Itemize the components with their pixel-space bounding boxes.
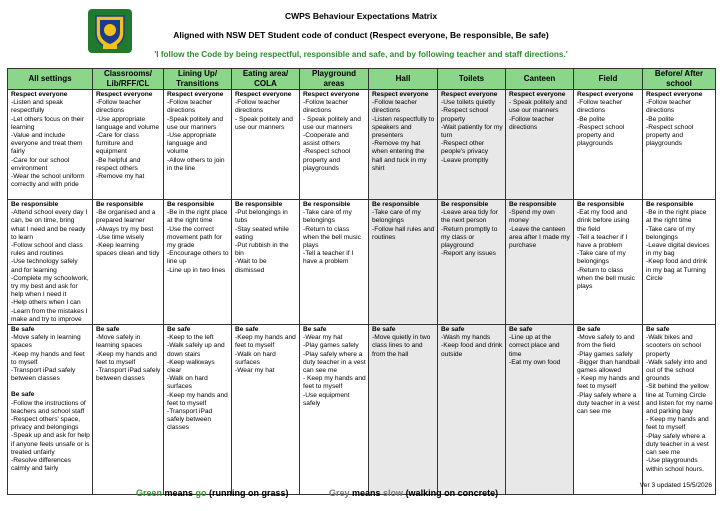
cell-line: -Put rubbish in the bin (235, 242, 289, 258)
cell-line: -Encourage others to line up (167, 250, 229, 266)
cell-line: -Respect school property and playgrounds (646, 123, 694, 148)
cell-heading: Respect everyone (577, 91, 634, 98)
cell-line: -Move safely in learning spaces (11, 334, 81, 350)
column-header: Field (574, 69, 643, 90)
cell-heading: Respect everyone (96, 91, 153, 98)
matrix-cell (506, 90, 574, 200)
matrix-cell (643, 90, 716, 200)
column-header: Hall (369, 69, 438, 90)
cell-line: -Keep food and drink outside (441, 342, 503, 358)
column-header: Toilets (438, 69, 506, 90)
cell-heading: Respect everyone (167, 91, 224, 98)
cell-line: -Remove my hat (96, 173, 145, 181)
cell-line: -Follow hall rules and routines (372, 225, 435, 241)
column-header: Before/ After school (643, 69, 716, 90)
cell-line: -Be polite (577, 115, 605, 123)
cell-line: - Speak politely and use our manners (509, 99, 567, 115)
cell-line: -Use appropriate language and volume (96, 115, 160, 131)
cell-line: -Follow teacher directions (235, 99, 281, 115)
cell-line: -Follow teacher directions (303, 99, 349, 115)
cell-line: -Help others when I can (11, 299, 81, 307)
cell-line: -Speak politely and use our manners (167, 115, 224, 131)
cell-line: -Follow teacher directions (96, 99, 142, 115)
cell-line: -Transport iPad safely between classes (96, 367, 161, 383)
cell-line: -Tell a teacher if I have a problem (577, 233, 628, 250)
matrix-cell (438, 90, 506, 200)
cell-line: - Keep my hands and feet to myself (303, 375, 366, 391)
cell-line: -Keep walkways clear (167, 358, 215, 375)
cell-line: -Line up at the correct place and time (509, 334, 560, 358)
cell-line: -Allow others to join in the line (167, 156, 225, 172)
cell-heading: Be safe (303, 326, 327, 334)
cell-line: -Speak up and ask for help if anyone feels unsafe or is treated unfairly (11, 432, 90, 456)
cell-line: -Value and include everyone and treat them fairly (11, 132, 83, 156)
cell-line: -Follow teacher directions (372, 99, 418, 115)
matrix-cell (574, 200, 643, 325)
matrix-cell (232, 200, 300, 325)
cell-line: -Play safely where a duty teacher in a vest can see me (577, 391, 640, 416)
cell-line: -Spend my own money (509, 209, 555, 225)
legend-green-means: means (162, 488, 196, 498)
cell-line: -Leave area tidy for the next person (441, 209, 498, 225)
cell-line: -Wait patiently for my turn (441, 123, 503, 140)
legend-grey-word: Grey (329, 488, 350, 498)
cell-line: -Play safely where a duty teacher in a vest can see me (303, 350, 366, 375)
cell-heading: Be responsible (577, 201, 625, 208)
legend-grey (329, 488, 498, 498)
legend-green-go: go (195, 488, 207, 498)
matrix-cell (232, 90, 300, 200)
cell-line: -Learn from the mistakes I make and try to improve (11, 307, 88, 323)
cell-line: -Stay seated while eating (235, 225, 289, 241)
cell-line: -Respect school property and playgrounds (303, 148, 351, 172)
cell-line: - Keep my hands and feet to myself (646, 416, 709, 432)
cell-line: -Use equipment safely (303, 391, 350, 407)
cell-line: -Follow school and class rules and routines (11, 242, 83, 258)
cell-line: -Use time wisely (96, 233, 144, 241)
cell-line: -Play safely where a duty teacher in a vest can see me (646, 432, 709, 457)
cell-line: -Let others focus on their learning (11, 115, 84, 131)
cell-line: -Listen respectfully to speakers and presenters (372, 115, 435, 140)
cell-line: -Take care of my belongings (577, 250, 626, 266)
cell-line: -Wash my hands (441, 334, 491, 342)
matrix-cell (369, 90, 438, 200)
matrix-cell (8, 200, 93, 325)
cell-heading: Respect everyone (235, 91, 292, 98)
cell-line: -Wear my hat (303, 334, 343, 342)
cell-heading: Be responsible (96, 201, 144, 208)
cell-heading: Be safe (96, 326, 120, 334)
cell-line: -Be helpful and respect others (96, 156, 141, 172)
matrix-cell (643, 325, 716, 495)
cell-heading: Be safe (167, 326, 191, 334)
cell-line: -Transport iPad safely between classes (167, 408, 213, 432)
cell-line: -Respect other people's privacy (441, 140, 489, 156)
column-header: Eating area/ COLA (232, 69, 300, 90)
cell-line: -Respect school property (441, 107, 489, 123)
matrix-cell (369, 325, 438, 495)
behaviour-matrix-table (7, 68, 716, 495)
cell-line: -Take care of my belongings (646, 225, 695, 241)
cell-line: -Keep food and drink in my bag at Turning Circle (646, 258, 708, 282)
cell-line: -Keep my hands and feet to myself (167, 391, 228, 407)
cell-heading: Respect everyone (372, 91, 429, 98)
cell-line: - Speak politely and use our manners (303, 115, 361, 131)
matrix-cell (643, 200, 716, 325)
cell-line: -Be polite (646, 115, 674, 123)
cell-line: -Be in the right place at the right time (167, 209, 228, 225)
cell-heading: Be safe (509, 326, 533, 334)
cell-heading: Be safe (11, 391, 35, 399)
cell-heading: Be responsible (509, 201, 557, 208)
cell-line: -Put belongings in tubs (235, 209, 288, 225)
cell-heading: Be responsible (372, 201, 420, 208)
page-title: CWPS Behaviour Expectations Matrix (284, 11, 438, 21)
cell-line: -Return to class when the bell music plays (577, 266, 635, 291)
matrix-cell (93, 200, 164, 325)
cell-heading: Respect everyone (441, 91, 498, 98)
matrix-cell (300, 90, 369, 200)
cell-line: -Leave the canteen area after I made my purchase (509, 225, 570, 250)
matrix-cell (506, 200, 574, 325)
cell-line: -Eat my own food (509, 358, 561, 366)
cell-line: -Care for class furniture and equipment (96, 132, 139, 156)
cell-line: -Resolve differences calmly and fairly (11, 457, 71, 473)
cell-line: -Keep to the left (167, 334, 214, 342)
cell-line: -Keep my hands and feet to myself (11, 350, 85, 366)
cell-heading: Respect everyone (646, 91, 703, 98)
cell-heading: Be safe (11, 326, 35, 334)
cell-heading: Be responsible (303, 201, 351, 208)
cell-heading: Be responsible (235, 201, 283, 208)
cell-line: -Return to class when the bell music plays (303, 225, 361, 250)
cell-line: -Be in the right place at the right time (646, 209, 707, 225)
school-motto: 'I follow the Code by being respectful, responsible and safe, and by following teacher and staff directions.' (154, 50, 568, 59)
cell-line: -Move quietly in two class lines to and from the hall (372, 334, 431, 358)
cell-heading: Be safe (235, 326, 259, 334)
cell-line: -Move safely to and from the field (577, 334, 635, 350)
cell-line: -Use playgrounds within school hours. (646, 457, 704, 473)
legend-green (136, 488, 289, 498)
cell-line: -Walk safely up and down stairs (167, 342, 225, 358)
cell-line: -Move safely in learning spaces (96, 334, 143, 350)
cell-line: -Return promptly to my class or playground (441, 225, 498, 250)
cell-line: -Cooperate and assist others (303, 132, 349, 148)
matrix-cell (438, 200, 506, 325)
matrix-cell (8, 90, 93, 200)
cell-line: -Take care of my belongings (303, 209, 352, 225)
cell-line: -Keep learning spaces clean and tidy (96, 242, 160, 258)
table-row (8, 90, 716, 200)
page-subtitle: Aligned with NSW DET Student code of conduct (Respect everyone, Be responsible, Be safe) (173, 30, 549, 40)
cell-line: -Follow teacher directions (577, 99, 623, 115)
cell-heading: Respect everyone (11, 91, 68, 98)
matrix-cell (232, 325, 300, 495)
cell-line: -Attend school every day I can, be on time, bring what I need and be ready to learn (11, 209, 88, 241)
cell-line: -Follow teacher directions (509, 115, 555, 131)
cell-line: -Use toilets quietly (441, 99, 495, 107)
cell-line: -Follow teacher directions (167, 99, 213, 115)
matrix-cell (164, 325, 232, 495)
legend-grey-rest: (walking on concrete) (403, 488, 499, 498)
matrix-cell (574, 325, 643, 495)
cell-line: -Wear my hat (235, 367, 275, 375)
column-header: Canteen (506, 69, 574, 90)
cell-line: -Bigger than handball games allowed (577, 358, 640, 375)
cell-heading: Be responsible (646, 201, 694, 208)
matrix-cell (93, 325, 164, 495)
cell-line: -Walk bikes and scooters on school property (646, 334, 701, 358)
table-row (8, 200, 716, 325)
matrix-cell (506, 325, 574, 495)
cell-line: -Use technology safely and for learning (11, 258, 78, 274)
cell-heading: Respect everyone (303, 91, 360, 98)
cell-heading: Be safe (441, 326, 465, 334)
cell-line: -Sit behind the yellow line at Turning Circle and listen for my name and parking bay (646, 383, 713, 416)
matrix-cell (300, 325, 369, 495)
matrix-cell (300, 200, 369, 325)
cell-heading: Be safe (646, 326, 670, 334)
cell-line: -Respect school property and playgrounds (577, 123, 625, 148)
cell-line: -Keep my hands and feet to myself (96, 350, 157, 366)
matrix-cell (574, 90, 643, 200)
table-row (8, 325, 716, 495)
version-note: Ver 3 updated 15/5/2026 (639, 482, 712, 489)
cell-line: -Play games safely (303, 342, 359, 350)
cell-line: -Keep my hands and feet to myself (235, 334, 296, 350)
column-header: Classrooms/ Lib/RFF/CL (93, 69, 164, 90)
cell-heading: Be safe (372, 326, 396, 334)
cell-line: -Complete my schoolwork, try my best and ask for help when I need it (11, 274, 89, 299)
cell-line: -Wear the school uniform correctly and with pride (11, 173, 85, 189)
matrix-cell (438, 325, 506, 495)
cell-line: -Follow the instructions of teachers and school staff (11, 399, 86, 415)
matrix-cell (8, 325, 93, 495)
cell-line: -Always try my best (96, 225, 154, 233)
legend-grey-slow: slow (383, 488, 404, 498)
cell-line: -Take care of my belongings (372, 209, 421, 225)
legend-green-word: Green (136, 488, 163, 498)
column-header: Lining Up/ Transitions (164, 69, 232, 90)
cell-line: -Tell a teacher if I have a problem (303, 250, 354, 266)
cell-line: -Walk safely into and out of the school grounds (646, 358, 707, 383)
matrix-cell (369, 200, 438, 325)
cell-heading: Respect everyone (509, 91, 566, 98)
cell-line: -Leave promptly (441, 156, 489, 164)
cell-line: -Transport iPad safely between classes (11, 367, 76, 383)
cell-line: -Report any issues (441, 250, 496, 258)
cell-line: -Respect others' space, privacy and belongings (11, 416, 81, 432)
cell-line: -Be organised and a prepared learner (96, 209, 156, 225)
cell-line: -Leave digital devices in my bag (646, 242, 710, 258)
cell-line: -Eat my food and drink before using the field (577, 209, 630, 233)
matrix-cell (93, 90, 164, 200)
matrix-cell (164, 90, 232, 200)
cell-line: -Use the correct movement path for my grade (167, 225, 222, 250)
cell-line: -Play games safely (577, 350, 633, 358)
legend-grey-means: means (349, 488, 384, 498)
cell-line: -Listen and speak respectfully (11, 99, 64, 115)
table-header-row (8, 69, 716, 90)
cell-heading: Be safe (577, 326, 601, 334)
cell-line: -Use appropriate language and volume (167, 132, 217, 156)
cell-line: -Follow teacher directions (646, 99, 692, 115)
cell-line: -Line up in two lines (167, 266, 226, 274)
cell-line: -Walk on hard surfaces (167, 375, 208, 391)
column-header: All settings (8, 69, 93, 90)
cell-line: -Walk on hard surfaces (235, 350, 276, 366)
cell-heading: Be responsible (11, 201, 59, 208)
cell-line: -Remove my hat when entering the hall and tuck in my shirt (372, 140, 427, 172)
cell-heading: Be responsible (441, 201, 489, 208)
cell-line: -Care for our school environment (11, 156, 70, 172)
column-header: Playground areas (300, 69, 369, 90)
cell-line: - Speak politely and use our manners (235, 115, 293, 131)
cell-line: -Wait to be dismissed (235, 258, 267, 274)
legend-green-rest: (running on grass) (206, 488, 289, 498)
cell-line: - Keep my hands and feet to myself (577, 375, 640, 391)
cell-heading: Be responsible (167, 201, 215, 208)
matrix-cell (164, 200, 232, 325)
